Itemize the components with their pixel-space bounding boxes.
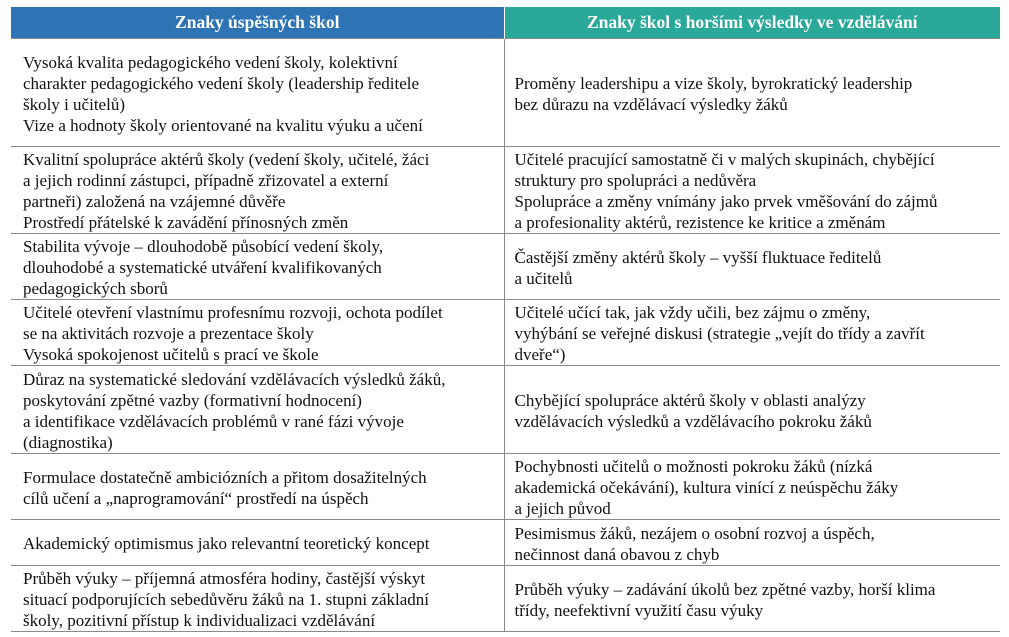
weaker-trait-cell: Pochybnosti učitelů o možnosti pokroku žáků (nízká akademická očekávání), kultura vinící z neúspěchu žáky a jejich původ [504, 454, 1000, 520]
weaker-trait-cell: Učitelé pracující samostatně či v malých skupinách, chybějící struktury pro spolupráci a nedůvěra Spolupráce a změny vnímány jako prvek vměšování do zájmů a profesionality aktérů, rezistence ke kritice a změnám [504, 147, 1000, 234]
table-row [11, 366, 1000, 454]
table-row [11, 300, 1000, 366]
successful-trait-cell: Vysoká kvalita pedagogického vedení školy, kolektivní charakter pedagogického vedení školy (leadership ředitele školy i učitelů) Vize a hodnoty školy orientované na kvalitu výuku a učení [11, 39, 504, 147]
successful-trait-cell: Formulace dostatečně ambiciózních a přitom dosažitelných cílů učení a „naprogramování“ prostředí na úspěch [11, 454, 504, 520]
weaker-trait-cell: Chybějící spolupráce aktérů školy v oblasti analýzy vzdělávacích výsledků a vzdělávacího pokroku žáků [504, 366, 1000, 454]
successful-trait-cell: Důraz na systematické sledování vzdělávacích výsledků žáků, poskytování zpětné vazby (formativní hodnocení) a identifikace vzdělávacích problémů v rané fázi vývoje (diagnostika) [11, 366, 504, 454]
table-row [11, 520, 1000, 566]
successful-trait-cell: Průběh výuky – příjemná atmosféra hodiny, častější výskyt situací podporujících sebedůvěru žáků na 1. stupni základní školy, pozitivní přístup k individualizaci vzdělávání [11, 566, 504, 632]
table-row [11, 39, 1000, 147]
weaker-trait-cell: Proměny leadershipu a vize školy, byrokratický leadership bez důrazu na vzdělávací výsledky žáků [504, 39, 1000, 147]
weaker-trait-cell: Průběh výuky – zadávání úkolů bez zpětné vazby, horší klima třídy, neefektivní využití času výuky [504, 566, 1000, 632]
weaker-trait-cell: Častější změny aktérů školy – vyšší fluktuace ředitelů a učitelů [504, 234, 1000, 300]
header-row [11, 7, 1000, 39]
successful-trait-cell: Akademický optimismus jako relevantní teoretický koncept [11, 520, 504, 566]
weaker-trait-cell: Pesimismus žáků, nezájem o osobní rozvoj a úspěch, nečinnost daná obavou z chyb [504, 520, 1000, 566]
successful-trait-cell: Učitelé otevření vlastnímu profesnímu rozvoji, ochota podílet se na aktivitách rozvoje a prezentace školy Vysoká spokojenost učitelů s prací ve škole [11, 300, 504, 366]
successful-trait-cell: Stabilita vývoje – dlouhodobě působící vedení školy, dlouhodobé a systematické utváření kvalifikovaných pedagogických sborů [11, 234, 504, 300]
header-weaker-schools: Znaky škol s horšími výsledky ve vzdělávání [504, 7, 1000, 39]
header-successful-schools: Znaky úspěšných škol [11, 7, 504, 39]
table-row [11, 566, 1000, 632]
weaker-trait-cell: Učitelé učící tak, jak vždy učili, bez zájmu o změny, vyhýbání se veřejné diskusi (strategie „vejít do třídy a zavřít dveře“) [504, 300, 1000, 366]
comparison-table [11, 7, 1000, 632]
table-row [11, 454, 1000, 520]
table-row [11, 234, 1000, 300]
successful-trait-cell: Kvalitní spolupráce aktérů školy (vedení školy, učitelé, žáci a jejich rodinní zástupci, případně zřizovatel a externí partneři) založená na vzájemné důvěře Prostředí přátelské k zavádění přínosných změn [11, 147, 504, 234]
table-row [11, 147, 1000, 234]
